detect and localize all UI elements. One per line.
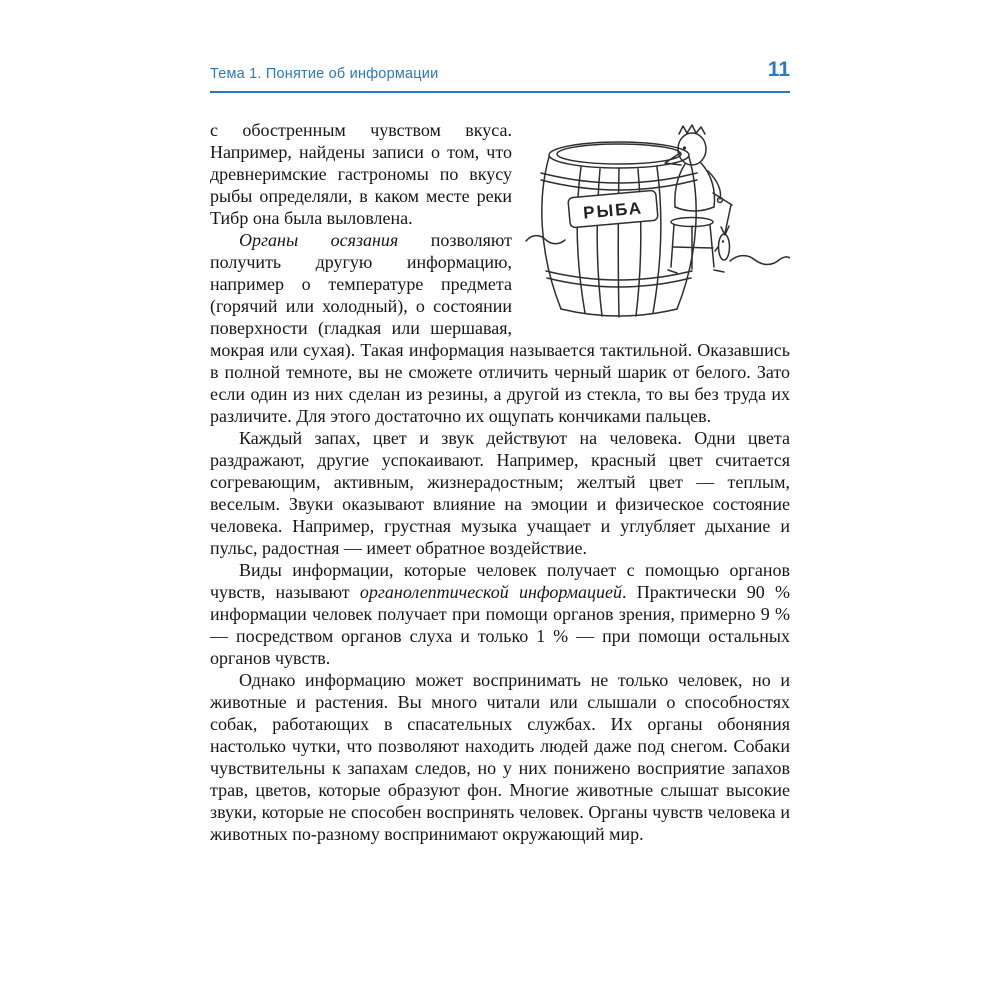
fish-sign-label: РЫБА (582, 198, 644, 223)
fish-sign (568, 190, 658, 228)
paragraph-animals (210, 669, 790, 845)
barrel-left (542, 157, 561, 309)
stool (671, 218, 714, 270)
chapter-title: Тема 1. Понятие об информации (210, 66, 439, 82)
paragraph-text: позволяют получить другую информацию, например о температуре предмета (горячий или холодный), о состоянии поверхности (гладкая или шершавая, мокрая или сухая). Такая информация называется тактильной. Оказавшись в полной темноте, вы не сможете отличить черный шарик от белого. Зато если один из них сделан из резины, а другой из стекла, то вы без труда их различите. Для этого достаточно их ощупать кончиками пальцев. (210, 230, 790, 426)
stave (653, 167, 661, 313)
torso-left (675, 164, 685, 207)
ground-stroke (668, 270, 677, 273)
term-italic: органолептической информацией (359, 582, 623, 602)
page-header (210, 58, 790, 93)
paragraph-text: . Практически 90 % информации человек получает при помощи органов зрения, примерно 9 % — посредством органов слуха и только 1 % — при помощи остальных органов чувств. (210, 582, 790, 668)
stave (577, 167, 585, 313)
barrel-rim-inner (557, 144, 681, 164)
ground-line-right (730, 256, 790, 265)
fish-fin (715, 247, 718, 251)
torso-bottom (675, 207, 714, 211)
fish-body (719, 234, 730, 260)
ground-line-left (526, 236, 565, 244)
cartoon-drawing (524, 121, 790, 327)
page-number: 11 (767, 58, 790, 81)
torso-right (701, 163, 714, 207)
man-figure (665, 125, 732, 233)
paragraph-colors-sounds (210, 427, 790, 559)
fish-eye (722, 240, 724, 242)
fish (715, 226, 730, 260)
barrel-fish-illustration (524, 121, 790, 327)
ground-stroke (714, 270, 724, 272)
paragraph-text: с обостренным чувством вкуса. Например, найдены записи о том, что древнеримские гастрономы по вкусу рыбы определяли, в каком месте реки Тибр она была выловлена. (210, 120, 512, 228)
body-text (210, 119, 790, 845)
paragraph-organoleptic (210, 559, 790, 669)
stave (597, 169, 602, 316)
paragraph-lead-italic: Органы осязания (239, 230, 399, 250)
paragraph-text: Каждый запах, цвет и звук действуют на человека. Одни цвета раздражают, другие успокаивают. Например, красный цвет считается согревающим, активным, жизнерадостным; желтый цвет — теплым, веселым. Звуки оказывают влияние на эмоции и физическое состояние человека. Например, грустная музыка учащает и углубляет дыхание и пульс, радостная — имеет обратное воздействие. (210, 428, 790, 558)
stave (618, 169, 619, 317)
paragraph-text: Однако информацию может воспринимать не только человек, но и животные и растения. Вы много читали или слышали о способностях собак, работающих в спасательных службах. Их органы обоняния настолько чутки, что позволяют находить людей даже под снегом. Собаки чувствительны к запахам следов, но у них понижено восприятие запахов трав, цветов, которые образуют фон. Многие животные слышат высокие звуки, которые не способен воспринять человек. Органы чувств человека и животных по-разному воспринимают окружающий мир. (210, 670, 790, 844)
rod (713, 193, 732, 205)
paragraph-text: Виды информации, которые человек получает с помощью органов чувств, называют (210, 560, 790, 602)
page-content (210, 58, 790, 845)
barrel-right (677, 157, 696, 309)
